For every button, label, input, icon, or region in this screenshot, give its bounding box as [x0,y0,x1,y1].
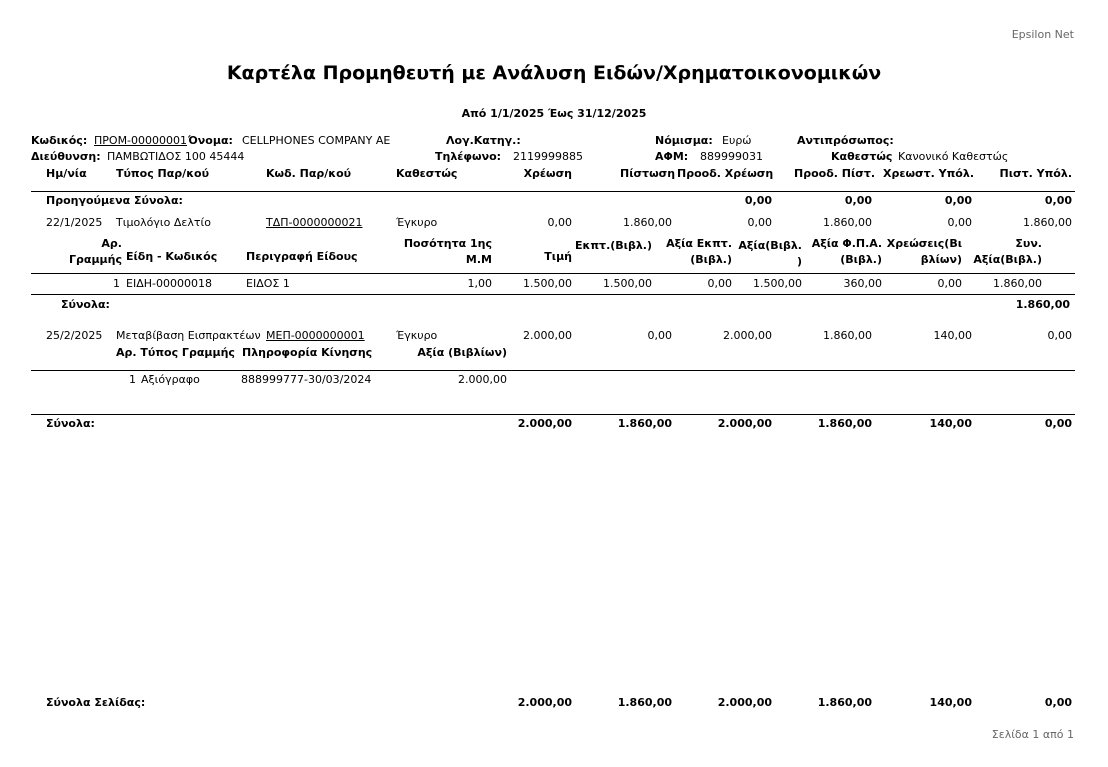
entry1-code-link[interactable]: ΤΔΠ-0000000021 [266,216,363,229]
totals-label: Σύνολα: [46,417,95,430]
totals-credit: 1.860,00 [617,417,672,430]
col-doc-code: Κωδ. Παρ/κού [266,167,352,180]
page-totals-debit-balance: 140,00 [929,696,972,709]
status-value: Κανονικό Καθεστώς [898,150,1009,163]
previous-credit-balance: 0,00 [1044,194,1072,207]
name-label: Όνομα: [188,134,233,147]
item-total: 1.860,00 [993,277,1042,290]
item-col-discount-value: Αξία Εκπτ. (Βιβλ.) [666,237,732,266]
report-title: Καρτέλα Προμηθευτή με Ανάλυση Ειδών/Χρηματοικονομικών [226,62,882,84]
previous-totals-label: Προηγούμενα Σύνολα: [46,194,183,207]
col-date: Ημ/νία [46,167,87,180]
entry2-prev-debit: 2.000,00 [723,329,772,342]
totals-debit: 2.000,00 [517,417,572,430]
page-totals-credit-balance: 0,00 [1044,696,1072,709]
item-col-line-no: Αρ. Γραμμής [69,237,122,266]
item-line-no: 1 [113,277,120,290]
fin-col-info: Πληροφορία Κίνησης [242,346,373,359]
entry1-type: Τιμολόγιο Δελτίο [116,216,211,229]
report-period: Από 1/1/2025 Έως 31/12/2025 [461,107,647,120]
entry2-credit: 0,00 [647,329,672,342]
status-label: Καθεστώς [831,150,893,163]
supplier-code-link[interactable]: ΠΡΟΜ-00000001 [94,134,188,147]
entry1-totals-label: Σύνολα: [61,298,110,311]
col-credit-balance: Πιστ. Υπόλ. [999,167,1072,180]
page-totals-credit: 1.860,00 [617,696,672,709]
item-col-price: Τιμή [544,250,572,263]
entry2-status: Έγκυρο [396,329,438,342]
item-qty: 1,00 [467,277,492,290]
entry2-credit-balance: 0,00 [1047,329,1072,342]
entry1-debit-balance: 0,00 [947,216,972,229]
entry1-prev-credit: 1.860,00 [823,216,872,229]
totals-prev-credit: 1.860,00 [817,417,872,430]
supplier-name: CELLPHONES COMPANY ΑΕ [242,134,391,147]
col-prev-debit: Προοδ. Χρέωση [677,167,774,180]
entry1-debit: 0,00 [547,216,572,229]
header-divider [31,191,1075,192]
fin-col-value: Αξία (Βιβλίων) [417,346,507,359]
entry2-prev-credit: 1.860,00 [823,329,872,342]
page-totals-prev-debit: 2.000,00 [717,696,772,709]
page-totals-prev-credit: 1.860,00 [817,696,872,709]
item-col-discount: Εκπτ.(Βιβλ.) [575,239,652,252]
fin-line-no: 1 [129,373,136,386]
item-discount: 1.500,00 [603,277,652,290]
afm-label: ΑΦΜ: [655,150,689,163]
fin-line-value: 2.000,00 [458,373,507,386]
item-charges: 0,00 [937,277,962,290]
page-totals-label: Σύνολα Σελίδας: [46,696,146,709]
totals-prev-debit: 2.000,00 [717,417,772,430]
previous-prev-debit: 0,00 [744,194,772,207]
item-description: ΕΙΔΟΣ 1 [246,277,290,290]
col-doc-type: Τύπος Παρ/κού [116,167,209,180]
item-price: 1.500,00 [523,277,572,290]
totals-debit-balance: 140,00 [929,417,972,430]
item-col-description: Περιγραφή Είδους [246,250,358,263]
item-col-charges: Χρεώσεις(Βι βλίων) [886,237,962,266]
address-label: Διεύθυνση: [31,150,101,163]
fin-line-type: Αξιόγραφο [141,373,200,386]
item-row-divider [31,294,1075,295]
entry2-date: 25/2/2025 [46,329,103,342]
entry1-credit: 1.860,00 [623,216,672,229]
phone-value: 2119999885 [513,150,583,163]
entry1-status: Έγκυρο [396,216,438,229]
item-col-vat: Αξία Φ.Π.Α. (Βιβλ.) [811,237,882,266]
item-code: ΕΙΔΗ-00000018 [126,277,212,290]
entry1-totals-value: 1.860,00 [1015,298,1070,311]
item-value: 1.500,00 [753,277,802,290]
currency-label: Νόμισμα: [655,134,713,147]
col-prev-credit: Προοδ. Πίστ. [794,167,876,180]
col-debit: Χρέωση [523,167,572,180]
fin-line-info: 888999777-30/03/2024 [241,373,372,386]
fin-col-line-type: Αρ. Τύπος Γραμμής [116,346,235,359]
entry1-prev-debit: 0,00 [747,216,772,229]
fin-header-divider [31,370,1075,371]
col-status: Καθεστώς [396,167,458,180]
entry2-debit: 2.000,00 [523,329,572,342]
item-col-qty: Ποσότητα 1ης Μ.Μ [403,237,492,266]
entry1-date: 22/1/2025 [46,216,103,229]
item-col-code: Είδη - Κωδικός [126,250,218,263]
entry2-debit-balance: 140,00 [933,329,972,342]
totals-divider [31,414,1075,415]
totals-credit-balance: 0,00 [1044,417,1072,430]
col-debit-balance: Χρεωστ. Υπόλ. [883,167,974,180]
item-discount-value: 0,00 [707,277,732,290]
page-totals-debit: 2.000,00 [517,696,572,709]
code-label: Κωδικός: [31,134,88,147]
item-header-divider [31,273,1075,274]
entry1-credit-balance: 1.860,00 [1023,216,1072,229]
page-number: Σελίδα 1 από 1 [991,728,1074,741]
currency-value: Ευρώ [722,134,752,147]
previous-prev-credit: 0,00 [844,194,872,207]
item-col-total: Συν. Αξία(Βιβλ.) [973,237,1042,266]
phone-label: Τηλέφωνο: [435,150,502,163]
representative-label: Αντιπρόσωπος: [797,134,894,147]
brand-label: Epsilon Net [1011,28,1074,41]
account-category-label: Λογ.Κατηγ.: [446,134,521,147]
col-credit: Πίστωση [620,167,676,180]
entry2-code-link[interactable]: ΜΕΠ-0000000001 [266,329,365,342]
item-vat: 360,00 [843,277,882,290]
entry2-type: Μεταβίβαση Εισπρακτέων [116,329,261,342]
item-col-value: Αξία(Βιβλ. ) [738,239,802,268]
previous-debit-balance: 0,00 [944,194,972,207]
address-value: ΠΑΜΒΩΤΙΔΟΣ 100 45444 [107,150,245,163]
afm-value: 889999031 [700,150,763,163]
